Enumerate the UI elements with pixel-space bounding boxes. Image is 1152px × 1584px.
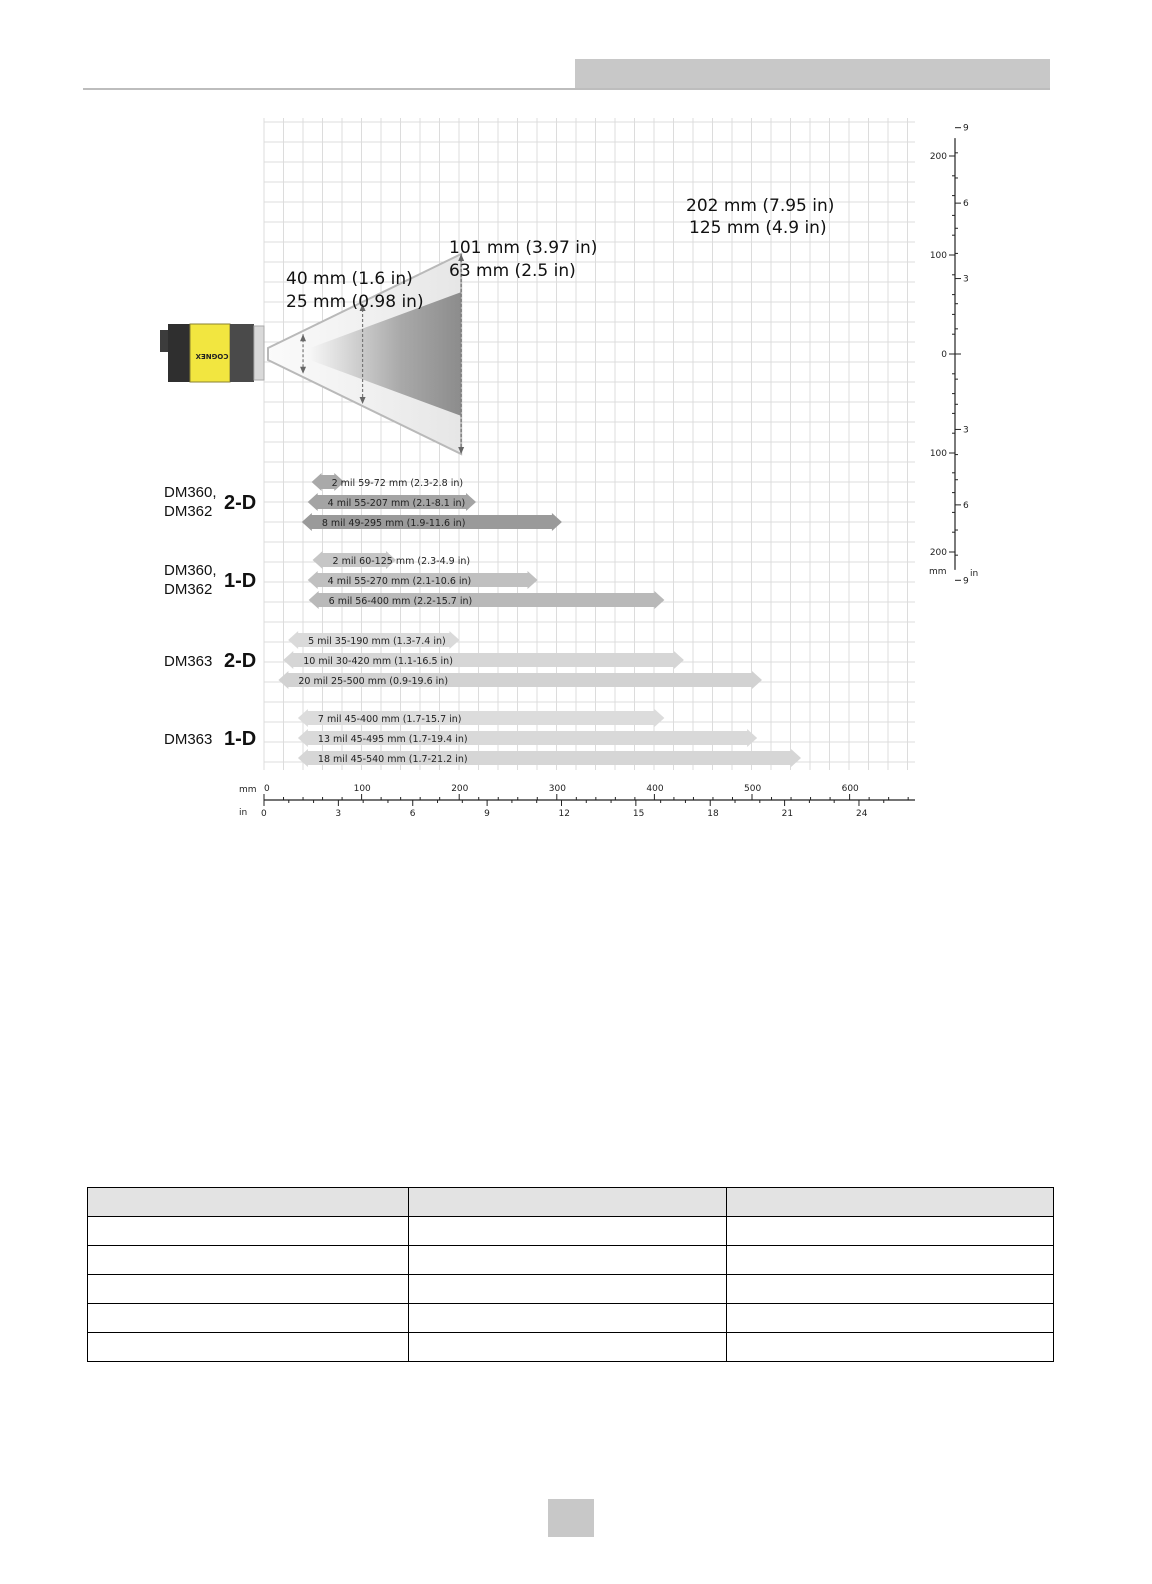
table-cell: [408, 1217, 727, 1246]
y-tick-label-in: 9: [963, 576, 969, 587]
range-label: 18 mil 45-540 mm (1.7-21.2 in): [317, 754, 468, 765]
x-tick-label-mm: 600: [841, 784, 859, 794]
table-row: [88, 1217, 1054, 1246]
camera-back: [168, 324, 190, 382]
y-tick-label-mm: 100: [929, 449, 947, 459]
x-tick-label-in: 3: [335, 809, 342, 819]
table-cell: [408, 1246, 727, 1275]
fov-label-wide: 101 mm (3.97 in): [449, 238, 598, 258]
y-tick-label-mm: 0: [941, 350, 947, 360]
page-number-box: [548, 1499, 594, 1537]
x-tick-label-in: 0: [261, 809, 267, 819]
range-label: 2 mil 60-125 mm (2.3-4.9 in): [332, 556, 471, 567]
y-axis-unit-mm: mm: [929, 566, 947, 577]
camera-front: [230, 324, 254, 382]
fov-label-wide: 202 mm (7.95 in): [686, 196, 835, 216]
group-model-label: DM360,: [164, 562, 217, 579]
table-cell: [408, 1304, 727, 1333]
table-row: [88, 1333, 1054, 1362]
specs-table: [87, 1187, 1054, 1362]
reading-range-chart: [160, 112, 990, 827]
table-cell: [727, 1304, 1054, 1333]
group-model-label: DM360,: [164, 484, 217, 501]
y-tick-label-mm: 200: [929, 152, 947, 162]
x-tick-label-in: 6: [409, 809, 416, 819]
y-tick-label-in: 9: [963, 123, 969, 134]
table-cell: [88, 1275, 409, 1304]
table-cell: [727, 1217, 1054, 1246]
table-row: [88, 1246, 1054, 1275]
range-label: 10 mil 30-420 mm (1.1-16.5 in): [303, 656, 453, 667]
fov-label-narrow: 63 mm (2.5 in): [449, 261, 576, 281]
table-cell: [88, 1333, 409, 1362]
x-axis-unit-mm: mm: [239, 785, 257, 795]
group-code-type: 2-D: [224, 492, 257, 514]
table-cell: [408, 1333, 727, 1362]
table-cell: [88, 1246, 409, 1275]
table-cell: [408, 1188, 727, 1217]
y-tick-label-mm: 200: [929, 548, 947, 558]
range-label: 5 mil 35-190 mm (1.3-7.4 in): [308, 636, 446, 647]
x-tick-label-in: 24: [855, 809, 868, 819]
range-label: 4 mil 55-270 mm (2.1-10.6 in): [327, 576, 472, 587]
y-tick-label-mm: 100: [929, 251, 947, 261]
x-tick-label-mm: 0: [264, 784, 270, 794]
group-code-type: 2-D: [224, 650, 257, 672]
y-tick-label-in: 6: [963, 199, 969, 210]
x-tick-label-in: 21: [781, 809, 794, 819]
camera-logo-text: COGNEX: [195, 352, 229, 360]
x-tick-label-mm: 300: [548, 784, 566, 794]
x-tick-label-in: 9: [484, 809, 490, 819]
y-tick-label-in: 3: [963, 425, 969, 436]
group-model-label: DM362: [164, 581, 213, 598]
y-axis-unit-in: in: [970, 568, 979, 579]
range-label: 4 mil 55-207 mm (2.1-8.1 in): [327, 498, 466, 509]
group-model-label: DM363: [164, 731, 213, 748]
table-cell: [88, 1304, 409, 1333]
camera-lens: [254, 326, 264, 380]
x-tick-label-mm: 400: [646, 784, 664, 794]
group-model-label: DM362: [164, 503, 213, 520]
x-tick-label-mm: 500: [744, 784, 762, 794]
x-tick-label-mm: 200: [451, 784, 469, 794]
table-cell: [727, 1188, 1054, 1217]
range-label: 13 mil 45-495 mm (1.7-19.4 in): [317, 734, 468, 745]
y-tick-label-in: 6: [963, 500, 969, 511]
x-tick-label-in: 15: [632, 809, 645, 819]
table-cell: [727, 1246, 1054, 1275]
table-cell: [408, 1275, 727, 1304]
header-band: [575, 59, 1050, 89]
fov-label-wide: 40 mm (1.6 in): [286, 269, 413, 289]
y-tick-label-in: 3: [963, 274, 969, 285]
range-label: 8 mil 49-295 mm (1.9-11.6 in): [321, 518, 466, 529]
header-rule: [83, 88, 1050, 90]
group-code-type: 1-D: [224, 570, 257, 592]
fov-label-narrow: 25 mm (0.98 in): [286, 292, 424, 312]
group-model-label: DM363: [164, 653, 213, 670]
range-label: 20 mil 25-500 mm (0.9-19.6 in): [298, 676, 449, 687]
range-label: 6 mil 56-400 mm (2.2-15.7 in): [328, 596, 473, 607]
table-header-row: [88, 1188, 1054, 1217]
x-tick-label-in: 12: [558, 809, 570, 819]
table-cell: [727, 1333, 1054, 1362]
table-cell: [727, 1275, 1054, 1304]
x-tick-label-in: 18: [707, 809, 719, 819]
x-axis-unit-in: in: [239, 808, 248, 818]
table-row: [88, 1304, 1054, 1333]
x-tick-label-mm: 100: [353, 784, 371, 794]
range-label: 2 mil 59-72 mm (2.3-2.8 in): [331, 478, 464, 489]
table-cell: [88, 1188, 409, 1217]
fov-label-narrow: 125 mm (4.9 in): [689, 218, 827, 238]
table-cell: [88, 1217, 409, 1246]
table-row: [88, 1275, 1054, 1304]
group-code-type: 1-D: [224, 728, 257, 750]
range-label: 7 mil 45-400 mm (1.7-15.7 in): [317, 714, 462, 725]
